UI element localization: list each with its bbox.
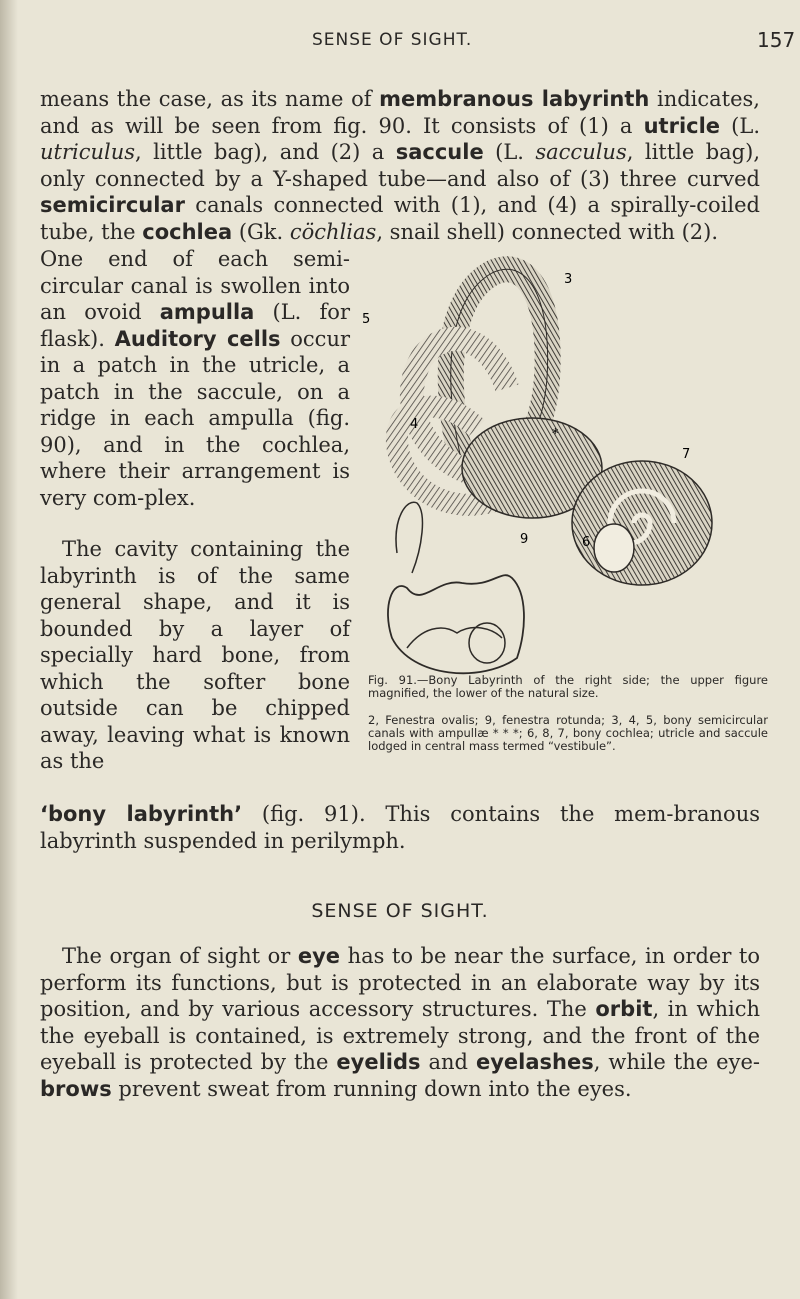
- term-auditory-cells: Auditory cells: [114, 326, 281, 351]
- term-semicircular: semicircular: [40, 193, 185, 217]
- figure-caption-legend: 2, Fenestra ovalis; 9, fenestra rotunda; 3, 4, 5, bony semicircular canals with ampullæ * * *; 6, 8, 7, bony cochlea; utricle and saccule lodged in central mass termed “vestibule”.: [368, 713, 768, 753]
- figure-label: 3: [564, 272, 573, 287]
- bony-labyrinth-illustration: [352, 228, 764, 688]
- term-brows: brows: [40, 1076, 112, 1101]
- page-edge-shadow: [0, 0, 18, 1299]
- figure-label: 7: [682, 447, 691, 462]
- figure-label: 9: [520, 532, 529, 547]
- running-head: SENSE OF SIGHT.: [312, 30, 473, 50]
- figure-label: 6: [582, 535, 591, 550]
- term-cochlea: cochlea: [142, 219, 233, 244]
- figure-label: 4: [410, 417, 419, 432]
- figure-label: 5: [362, 312, 371, 327]
- paragraph-membranous-labyrinth: means the case, as its name of membranous labyrinth indicates, and as will be seen from fig. 90. It consists of (1) a utricle (L. utriculus, little bag), and (2) a saccule (L. sacculus, little bag), only connected by a Y-shaped tube—and also of (3) three curved semicircular canals connected with (1), and (4) a spirally-coiled tube, the cochlea (Gk. cöchlias, snail shell) connected with (2).: [40, 87, 760, 244]
- paragraph-sense-of-sight: The organ of sight or eye has to be near the surface, in order to perform its functions, but is protected in an elaborate way by its position, and by various accessory structures. The orbit, in which the eyeball is contained, is extremely strong, and the front of the eyeball is protected by the eyelids and eyelashes, while the eye-brows prevent sweat from running down into the eyes.: [40, 944, 760, 1101]
- term-eyelids: eyelids: [336, 1050, 421, 1074]
- figure-label: *: [552, 427, 559, 442]
- term-eye: eye: [297, 944, 341, 968]
- figure-caption: Fig. 91.—Bony Labyrinth of the right side; the upper figure magnified, the lower of the natural size.: [368, 673, 768, 700]
- page-number: 157: [757, 28, 796, 52]
- term-ampulla: ampulla: [159, 300, 255, 324]
- paragraph-bony-labyrinth-cont: ‘bony labyrinth’ (fig. 91). This contains the mem-branous labyrinth suspended in perilymph.: [40, 802, 761, 853]
- term-eyelashes: eyelashes: [476, 1050, 594, 1074]
- term-membranous-labyrinth: membranous labyrinth: [379, 87, 650, 111]
- section-heading: SENSE OF SIGHT.: [311, 900, 489, 922]
- caption-title: Fig. 91.—Bony Labyrinth of the right side;: [368, 673, 650, 687]
- term-orbit: orbit: [595, 997, 653, 1021]
- term-bony-labyrinth: ‘bony labyrinth’: [40, 802, 243, 826]
- term-utricle: utricle: [643, 113, 721, 138]
- paragraph-bony-labyrinth: The cavity containing the labyrinth is of the same general shape, and it is bounded by a layer of specially hard bone, from which the softer bone outside can be chipped away, leaving what is known as the: [40, 537, 350, 773]
- paragraph-ampulla: One end of each semi-circular canal is swollen into an ovoid ampulla (L. for flask). Auditory cells occur in a patch in the utricle, a patch in the saccule, on a ridge in each ampulla (fig. 90), and in the cochlea, where their arrangement is very com-plex.: [40, 247, 351, 510]
- term-saccule: saccule: [395, 140, 484, 164]
